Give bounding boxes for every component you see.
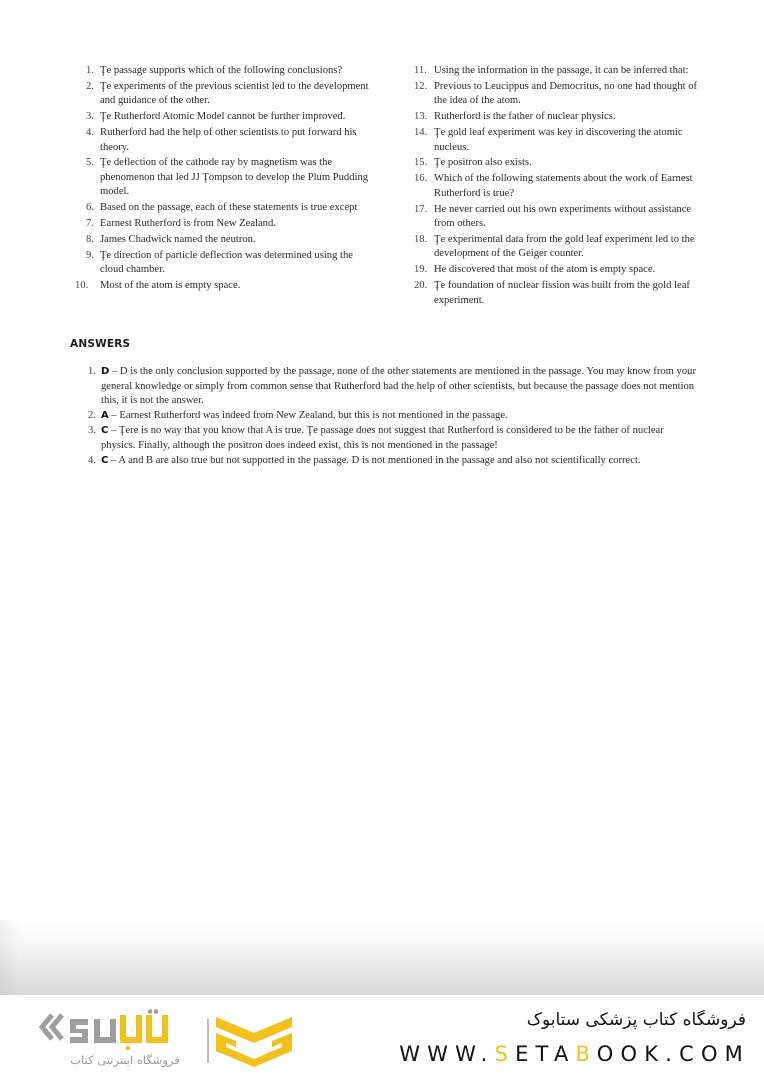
store-url-link[interactable]: WWW.SETABOOK.COM xyxy=(399,1042,750,1066)
question-text: James Chadwick named the neutron. xyxy=(100,233,256,245)
question-text: He never carried out his own experiments without assistance from others. xyxy=(434,203,692,230)
questions-column-right xyxy=(414,64,704,310)
answer-item: 1. D – D is the only conclusion supported by the passage, none of the other statements are mentioned in the passage. You may know from your general knowledge or simply from common sense that Rutherford had the help of other scientists, but because the passage does not mention this, it is not the answer. xyxy=(88,366,696,407)
question-text: Ţe experimental data from the gold leaf experiment led to the development of the Geiger counter. xyxy=(434,233,695,260)
questions-column-left xyxy=(75,64,376,295)
question-text: Using the information in the passage, it can be inferred that: xyxy=(434,65,689,76)
answer-item: 4. C – A and B are also true but not supported in the passage. D is not mentioned in the passage and also not scientifically correct. xyxy=(88,455,641,467)
list-item: 10. Most of the atom is empty space. xyxy=(75,280,241,292)
setabook-wordmark-logo xyxy=(38,1009,203,1051)
store-name: فروشگاه کتاب پزشکی ستابوک xyxy=(526,1010,746,1030)
answer-letter: A xyxy=(101,410,109,422)
list-item: 20. Ţe foundation of nuclear fission was built from the gold leaf experiment. xyxy=(414,280,690,306)
answer-item: 3. C – Ţere is no way that you know that A is true. Ţe passage does not suggest that Rutherford is considered to be the father of nuclear physics. Finally, although the positron does indeed exist, this is not mentioned in the passage! xyxy=(88,425,664,451)
list-item: 9. Ţe direction of particle deflection was determined using the cloud chamber. xyxy=(86,249,353,276)
question-text: Most of the atom is empty space. xyxy=(100,280,241,292)
question-list-left xyxy=(75,64,376,294)
list-item: 3. Ţe Rutherford Atomic Model cannot be further improved. xyxy=(86,111,346,123)
list-item: 17. He never carried out his own experiments without assistance from others. xyxy=(414,203,692,230)
question-text: Ţe passage supports which of the following conclusions? xyxy=(100,65,343,76)
question-list-right xyxy=(414,64,704,308)
question-text: Ţe deflection of the cathode ray by magnetism was the phenomenon that led JJ Ţompson to develop the Plum Pudding model. xyxy=(100,157,369,198)
list-item: 11. Using the information in the passage, it can be inferred that: xyxy=(414,65,689,76)
question-text: Based on the passage, each of these statements is true except xyxy=(100,202,358,214)
question-text: Rutherford is the father of nuclear physics. xyxy=(434,111,616,123)
list-item: 13. Rutherford is the father of nuclear physics. xyxy=(414,111,616,123)
list-item: 19. He discovered that most of the atom is empty space. xyxy=(414,264,656,276)
footer-banner xyxy=(0,995,764,1080)
answers-heading: ANSWERS xyxy=(70,338,131,350)
answer-letter: C xyxy=(101,425,109,437)
question-text: Earnest Rutherford is from New Zealand. xyxy=(100,218,276,230)
list-item: 12. Previous to Leucippus and Democritus, no one had thought of the idea of the atom. xyxy=(414,80,698,107)
question-text: Ţe gold leaf experiment was key in discovering the atomic nucleus. xyxy=(434,127,683,153)
question-text: Ţe experiments of the previous scientist led to the development and guidance of the other. xyxy=(100,80,369,107)
answer-explanation: – Earnest Rutherford was indeed from New Zealand, but this is not mentioned in the passage. xyxy=(108,410,508,422)
question-text: Which of the following statements about the work of Earnest Rutherford is true? xyxy=(434,173,693,199)
answers-section xyxy=(88,365,700,469)
list-item: 16. Which of the following statements about the work of Earnest Rutherford is true? xyxy=(414,173,693,199)
page-bottom-shadow xyxy=(0,920,764,995)
answer-list xyxy=(88,365,700,469)
answer-letter: D xyxy=(101,366,110,377)
question-text: Rutherford had the help of other scientists to put forward his theory. xyxy=(100,127,357,153)
list-item: 15. Ţe positron also exists. xyxy=(414,157,532,169)
logo-divider xyxy=(207,1019,209,1063)
question-text: Ţe foundation of nuclear fission was built from the gold leaf experiment. xyxy=(434,280,690,306)
list-item: 7. Earnest Rutherford is from New Zealand. xyxy=(86,218,276,230)
question-text: Ţe Rutherford Atomic Model cannot be further improved. xyxy=(100,111,346,123)
brand-tagline: فروشگاه اینترنتی کتاب xyxy=(70,1053,180,1067)
list-item: 2. Ţe experiments of the previous scientist led to the development and guidance of the other. xyxy=(86,80,369,107)
answer-explanation: – A and B are also true but not supported in the passage. D is not mentioned in the passage and also not scientifically correct. xyxy=(108,455,641,467)
list-item: 8. James Chadwick named the neutron. xyxy=(86,233,256,245)
list-item: 4. Rutherford had the help of other scientists to put forward his theory. xyxy=(86,127,357,153)
question-text: Previous to Leucippus and Democritus, no one had thought of the idea of the atom. xyxy=(434,80,698,107)
question-text: He discovered that most of the atom is empty space. xyxy=(434,264,656,276)
list-item: 6. Based on the passage, each of these statements is true except xyxy=(86,202,358,214)
answer-explanation: – Ţere is no way that you know that A is true. Ţe passage does not suggest that Rutherford is considered to be the father of nuclear physics. Finally, although the positron does indeed exist, this is not mentioned in the passage! xyxy=(101,425,664,451)
answer-explanation: – D is the only conclusion supported by the passage, none of the other statements are mentioned in the passage. You may know from your general knowledge or simply from common sense that Rutherford had the help of other scientists, but because the passage does not mention this, it is not the answer. xyxy=(101,366,696,407)
setabook-chevron-logo-icon xyxy=(216,1013,292,1071)
question-text: Ţe positron also exists. xyxy=(434,157,532,169)
answer-letter: C xyxy=(101,455,109,467)
question-text: Ţe direction of particle deflection was determined using the cloud chamber. xyxy=(100,249,353,276)
list-item: 1. Ţe passage supports which of the following conclusions? xyxy=(86,65,343,76)
answer-item: 2. A – Earnest Rutherford was indeed from New Zealand, but this is not mentioned in the passage. xyxy=(88,410,508,422)
list-item: 5. Ţe deflection of the cathode ray by magnetism was the phenomenon that led JJ Ţompson to develop the Plum Pudding model. xyxy=(86,157,369,198)
list-item: 14. Ţe gold leaf experiment was key in discovering the atomic nucleus. xyxy=(414,127,683,153)
list-item: 18. Ţe experimental data from the gold leaf experiment led to the development of the Geiger counter. xyxy=(414,233,695,260)
